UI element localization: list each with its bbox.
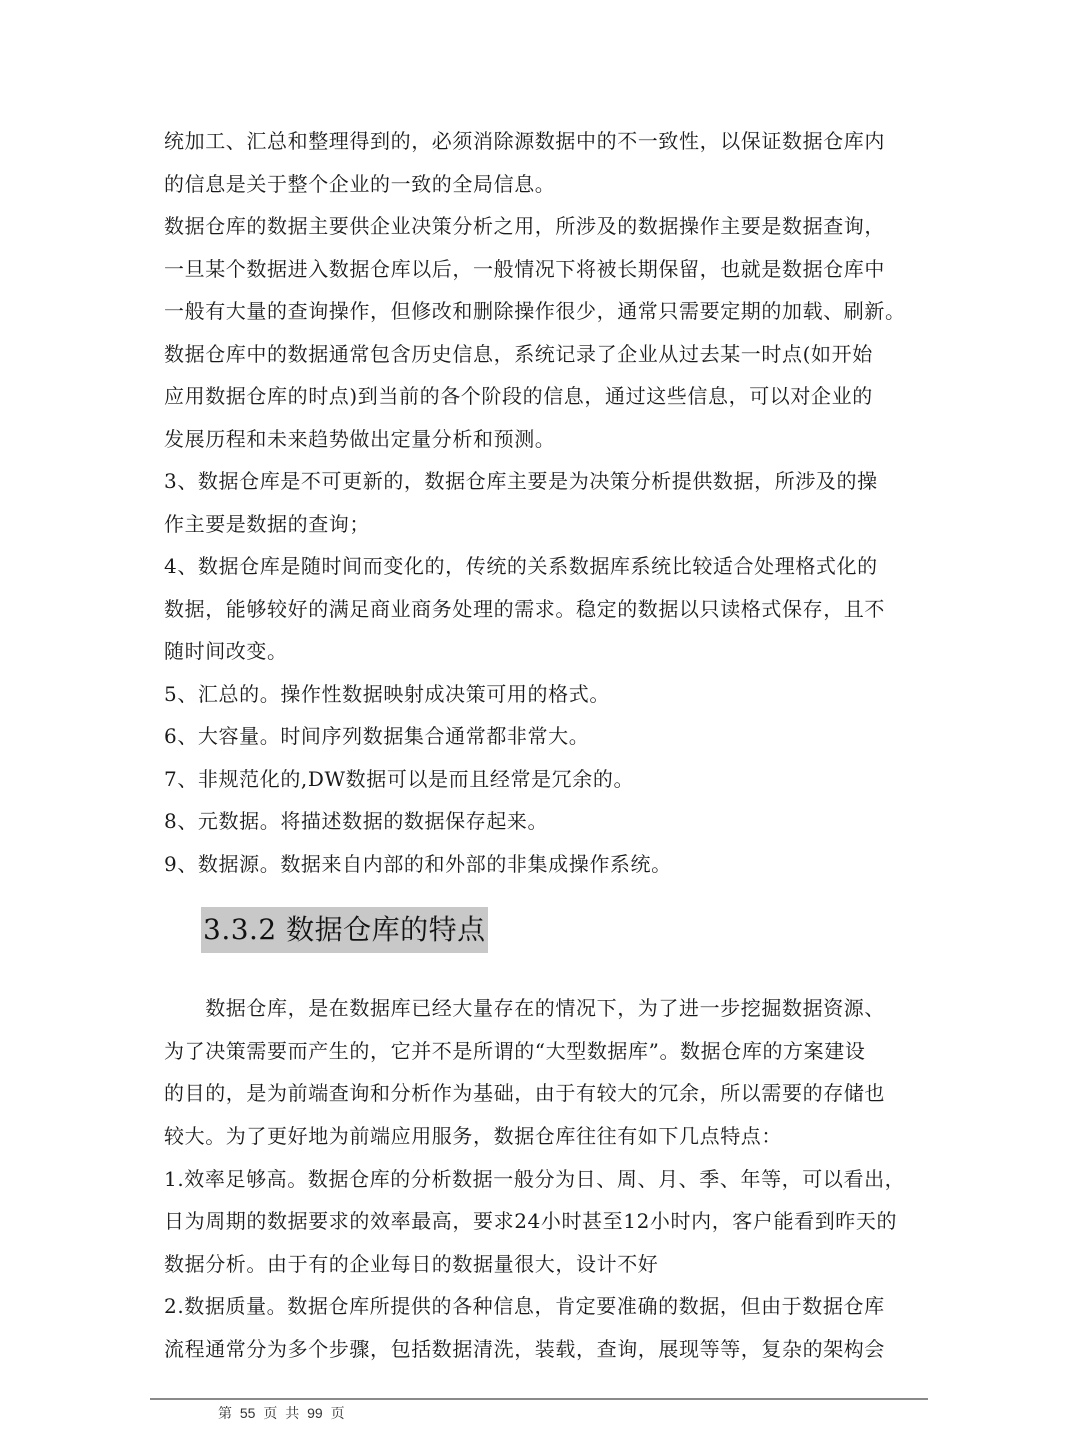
text-line: 一般有大量的查询操作，但修改和删除操作很少，通常只需要定期的加载、刷新。 bbox=[164, 299, 906, 323]
text-line: 一旦某个数据进入数据仓库以后，一般情况下将被长期保留，也就是数据仓库中 bbox=[164, 257, 885, 281]
list-item-7: 7、非规范化的,DW数据可以是而且经常是冗余的。 bbox=[164, 767, 635, 791]
text-line: 数据分析。由于有的企业每日的数据量很大，设计不好 bbox=[164, 1252, 659, 1276]
text-line: 数据仓库，是在数据库已经大量存在的情况下，为了进一步挖掘数据资源、 bbox=[164, 996, 885, 1020]
footer-divider bbox=[150, 1398, 928, 1400]
text-line: 数据仓库的数据主要供企业决策分析之用，所涉及的数据操作主要是数据查询， bbox=[164, 214, 885, 238]
list-item-8: 8、元数据。将描述数据的数据保存起来。 bbox=[164, 809, 549, 833]
list-item-4: 4、数据仓库是随时间而变化的，传统的关系数据库系统比较适合处理格式化的 bbox=[164, 554, 878, 578]
text-line: 统加工、汇总和整理得到的，必须消除源数据中的不一致性，以保证数据仓库内 bbox=[164, 129, 885, 153]
list-item-9: 9、数据源。数据来自内部的和外部的非集成操作系统。 bbox=[164, 852, 672, 876]
feature-item-1: 1.效率足够高。数据仓库的分析数据一般分为日、周、月、季、年等，可以看出， bbox=[164, 1167, 906, 1191]
text-line: 的信息是关于整个企业的一致的全局信息。 bbox=[164, 172, 556, 196]
text-line: 较大。为了更好地为前端应用服务，数据仓库往往有如下几点特点： bbox=[164, 1124, 782, 1148]
section-heading: 3.3.2 数据仓库的特点 bbox=[201, 907, 488, 953]
text-line: 发展历程和未来趋势做出定量分析和预测。 bbox=[164, 427, 556, 451]
text-line: 的目的，是为前端查询和分析作为基础，由于有较大的冗余，所以需要的存储也 bbox=[164, 1081, 885, 1105]
list-item-5: 5、汇总的。操作性数据映射成决策可用的格式。 bbox=[164, 682, 610, 706]
text-line: 作主要是数据的查询； bbox=[164, 512, 370, 536]
text-line: 随时间改变。 bbox=[164, 639, 288, 663]
text-line: 数据，能够较好的满足商业商务处理的需求。稳定的数据以只读格式保存，且不 bbox=[164, 597, 885, 621]
text-line: 为了决策需要而产生的，它并不是所谓的“大型数据库”。数据仓库的方案建设 bbox=[164, 1039, 866, 1063]
text-line: 数据仓库中的数据通常包含历史信息，系统记录了企业从过去某一时点(如开始 bbox=[164, 342, 873, 366]
feature-item-2: 2.数据质量。数据仓库所提供的各种信息，肯定要准确的数据，但由于数据仓库 bbox=[164, 1294, 885, 1318]
page-number: 第 55 页 共 99 页 bbox=[218, 1405, 345, 1421]
text-line: 流程通常分为多个步骤，包括数据清洗，装载，查询，展现等等，复杂的架构会 bbox=[164, 1337, 885, 1361]
list-item-6: 6、大容量。时间序列数据集合通常都非常大。 bbox=[164, 724, 590, 748]
text-line: 应用数据仓库的时点)到当前的各个阶段的信息，通过这些信息，可以对企业的 bbox=[164, 384, 873, 408]
text-line: 日为周期的数据要求的效率最高，要求24小时甚至12小时内，客户能看到昨天的 bbox=[164, 1209, 898, 1233]
list-item-3: 3、数据仓库是不可更新的，数据仓库主要是为决策分析提供数据，所涉及的操 bbox=[164, 469, 878, 493]
